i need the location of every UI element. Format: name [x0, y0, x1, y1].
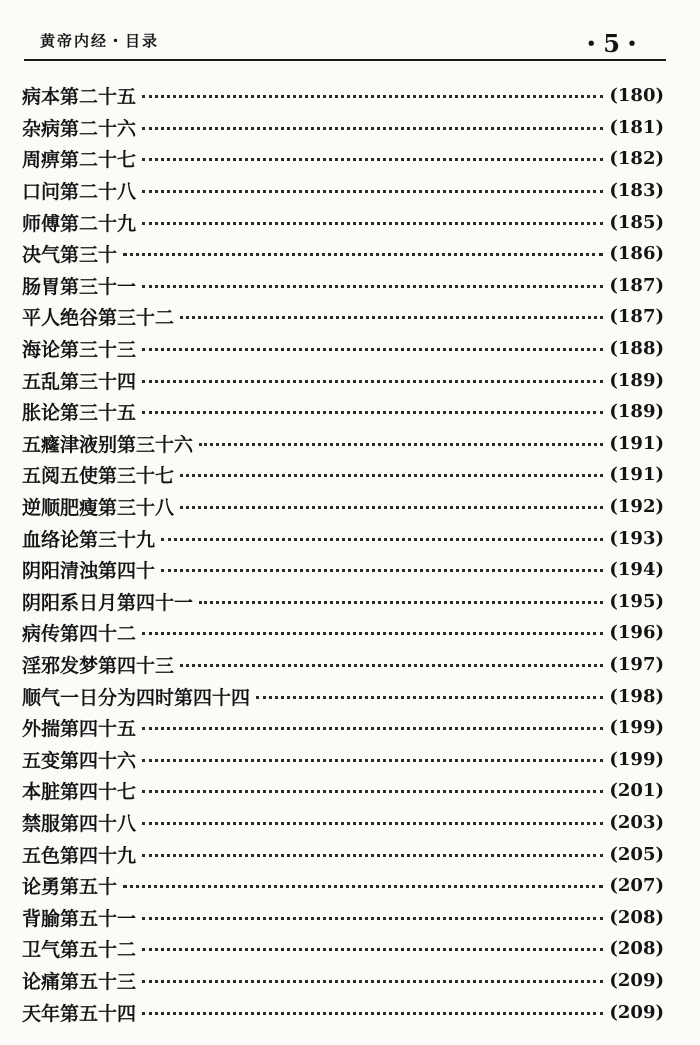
toc-entry-page: (198) — [609, 685, 664, 707]
toc-entry — [22, 491, 664, 523]
dot-leader — [142, 348, 603, 351]
toc-entry — [22, 586, 664, 618]
toc-entry-title: 天年第五十四 — [22, 1002, 137, 1025]
toc-entry-page: (180) — [609, 85, 664, 107]
dot-leader — [199, 601, 603, 604]
dot-leader — [180, 474, 603, 477]
toc-entry-title: 五变第四十六 — [22, 749, 137, 772]
toc-entry-page: (209) — [609, 1001, 664, 1023]
toc-entry-title: 口问第二十八 — [22, 181, 137, 204]
toc-entry-title: 阴阳系日月第四十一 — [22, 591, 194, 614]
dot-leader — [142, 948, 603, 951]
toc-entry-page: (189) — [609, 369, 664, 391]
toc-entry-title: 病本第二十五 — [22, 86, 137, 109]
toc-entry-title: 淫邪发梦第四十三 — [22, 654, 175, 677]
toc-entry — [22, 396, 664, 428]
dot-leader — [142, 1012, 603, 1015]
toc-entry-title: 五乱第三十四 — [22, 370, 137, 393]
toc-entry-page: (187) — [609, 274, 664, 296]
toc-entry-page: (189) — [609, 401, 664, 423]
toc-entry-page: (181) — [609, 116, 664, 138]
toc-entry-page: (199) — [609, 748, 664, 770]
toc-entry-page: (194) — [609, 559, 664, 581]
dot-leader — [142, 95, 603, 98]
toc-entry — [22, 80, 664, 112]
toc-entry-title: 阴阳清浊第四十 — [22, 560, 156, 583]
toc-entry — [22, 838, 664, 870]
toc-entry — [22, 206, 664, 238]
toc-entry-title: 顺气一日分为四时第四十四 — [22, 686, 251, 709]
dot-leader — [161, 569, 603, 572]
dot-leader — [142, 632, 603, 635]
dot-leader — [123, 885, 603, 888]
running-header-title: 黄帝内经・目录 — [40, 32, 160, 50]
toc-entry — [22, 649, 664, 681]
toc-entry-title: 平人绝谷第三十二 — [22, 307, 175, 330]
dot-leader — [142, 380, 603, 383]
dot-leader — [180, 506, 603, 509]
toc-entry-page: (207) — [609, 875, 664, 897]
table-of-contents — [22, 80, 664, 1028]
dot-leader — [123, 253, 603, 256]
toc-entry — [22, 364, 664, 396]
dot-leader — [142, 727, 603, 730]
toc-entry — [22, 617, 664, 649]
toc-entry — [22, 712, 664, 744]
toc-entry-page: (192) — [609, 496, 664, 518]
dot-leader — [142, 285, 603, 288]
dot-leader — [142, 759, 603, 762]
dot-leader — [161, 538, 603, 541]
toc-entry-page: (199) — [609, 717, 664, 739]
dot-leader — [142, 411, 603, 414]
header-rule — [24, 59, 666, 61]
dot-leader — [180, 664, 603, 667]
toc-entry — [22, 901, 664, 933]
toc-entry — [22, 333, 664, 365]
toc-entry — [22, 680, 664, 712]
page-header — [0, 0, 700, 62]
toc-entry — [22, 870, 664, 902]
toc-entry-title: 本脏第四十七 — [22, 781, 137, 804]
toc-entry-title: 杂病第二十六 — [22, 117, 137, 140]
toc-entry-title: 海论第三十三 — [22, 339, 137, 362]
toc-entry — [22, 428, 664, 460]
toc-entry-title: 五色第四十九 — [22, 844, 137, 867]
toc-entry-page: (186) — [609, 243, 664, 265]
toc-entry-page: (182) — [609, 148, 664, 170]
toc-entry-page: (196) — [609, 622, 664, 644]
dot-leader — [142, 822, 603, 825]
toc-entry-title: 逆顺肥瘦第三十八 — [22, 497, 175, 520]
toc-entry — [22, 175, 664, 207]
toc-entry — [22, 965, 664, 997]
dot-leader — [142, 917, 603, 920]
dot-leader — [142, 222, 603, 225]
toc-entry-title: 五癃津液别第三十六 — [22, 433, 194, 456]
dot-leader — [180, 316, 603, 319]
toc-entry-title: 师傅第二十九 — [22, 212, 137, 235]
toc-entry — [22, 270, 664, 302]
toc-entry-page: (197) — [609, 653, 664, 675]
toc-entry-title: 病传第四十二 — [22, 623, 137, 646]
toc-entry-page: (191) — [609, 464, 664, 486]
toc-entry-page: (208) — [609, 906, 664, 928]
toc-entry-page: (208) — [609, 938, 664, 960]
toc-entry-title: 背腧第五十一 — [22, 907, 137, 930]
toc-entry-page: (203) — [609, 811, 664, 833]
toc-entry-page: (209) — [609, 969, 664, 991]
dot-leader — [142, 190, 603, 193]
toc-entry-title: 肠胃第三十一 — [22, 275, 137, 298]
dot-leader — [142, 127, 603, 130]
dot-leader — [142, 158, 603, 161]
toc-entry-title: 禁服第四十八 — [22, 812, 137, 835]
dot-leader — [199, 443, 603, 446]
toc-entry-page: (191) — [609, 432, 664, 454]
toc-entry-title: 外揣第四十五 — [22, 718, 137, 741]
toc-entry — [22, 112, 664, 144]
toc-entry-title: 五阅五使第三十七 — [22, 465, 175, 488]
toc-entry — [22, 301, 664, 333]
toc-entry — [22, 459, 664, 491]
toc-entry — [22, 522, 664, 554]
toc-entry-title: 论痛第五十三 — [22, 970, 137, 993]
toc-entry — [22, 143, 664, 175]
toc-entry-page: (205) — [609, 843, 664, 865]
toc-entry-page: (201) — [609, 780, 664, 802]
toc-entry-title: 论勇第五十 — [22, 876, 118, 899]
toc-entry-page: (188) — [609, 338, 664, 360]
toc-entry-page: (195) — [609, 590, 664, 612]
dot-leader — [142, 980, 603, 983]
toc-entry — [22, 554, 664, 586]
toc-entry-page: (185) — [609, 211, 664, 233]
toc-entry-page: (187) — [609, 306, 664, 328]
toc-entry — [22, 238, 664, 270]
toc-entry-title: 决气第三十 — [22, 244, 118, 267]
toc-entry-page: (183) — [609, 180, 664, 202]
dot-leader — [142, 790, 603, 793]
toc-entry-title: 胀论第三十五 — [22, 402, 137, 425]
toc-entry — [22, 933, 664, 965]
toc-entry-title: 周痹第二十七 — [22, 149, 137, 172]
dot-leader — [142, 854, 603, 857]
toc-entry — [22, 775, 664, 807]
toc-entry-title: 血络论第三十九 — [22, 528, 156, 551]
toc-entry-page: (193) — [609, 527, 664, 549]
toc-entry-title: 卫气第五十二 — [22, 939, 137, 962]
toc-entry — [22, 807, 664, 839]
page-number: ・5・ — [579, 29, 644, 58]
toc-entry — [22, 996, 664, 1028]
dot-leader — [256, 696, 603, 699]
toc-entry — [22, 743, 664, 775]
